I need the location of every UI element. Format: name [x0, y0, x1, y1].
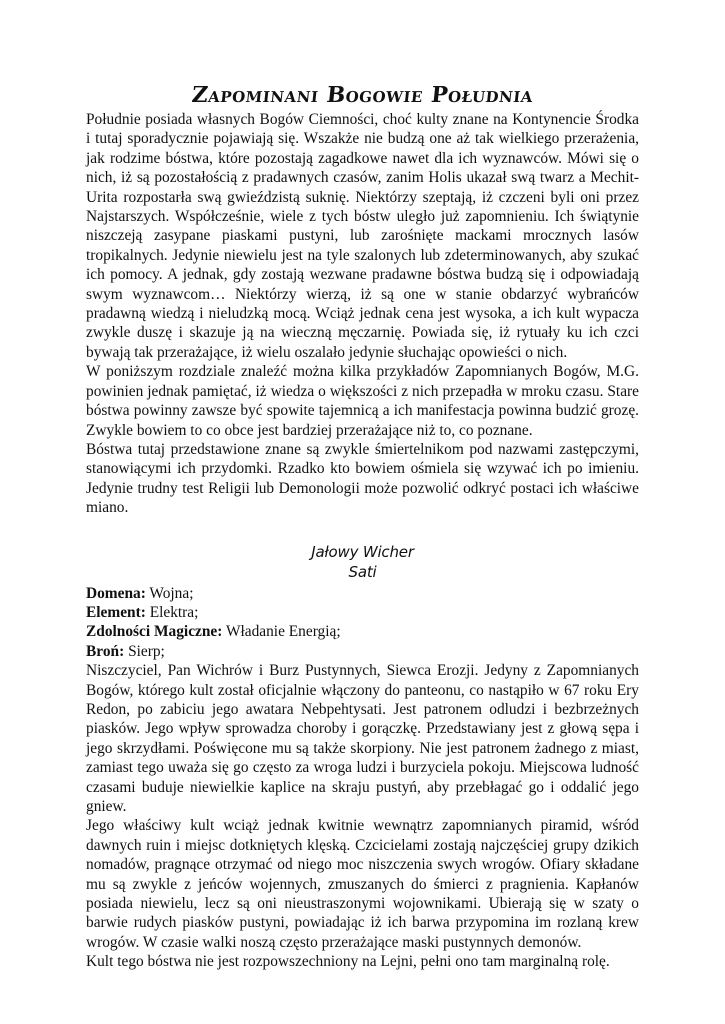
attribute-label: Broń:	[86, 642, 125, 660]
deity-epithet: Jałowy Wicher	[311, 542, 414, 561]
attribute-value: Elektra;	[149, 603, 199, 621]
deity-paragraph-1: Niszczyciel, Pan Wichrów i Burz Pustynnych, Siewca Erozji. Jedyny z Zapomnianych Bogów, którego kult został oficjalnie włączony do panteonu, co nastąpiło w 67 roku Ery Redon, po zabiciu jego awatara Nebpehtysati. Jest patronem odludzi i bezbrzeżnych piasków. Jego wpływ sprowadza choroby i gorączkę. Przedstawiany jest z głową sępa i jego skrzydłami. Poświęcone mu są także skorpiony. Nie jest patronem żadnego z miast, zamiast tego uważa się go często za wroga ludzi i burzyciela pokoju. Miejscowa ludność czasami buduje niewielkie kaplice na skraju pustyń, aby przebłagać go i oddalić jego gniew.	[86, 662, 639, 815]
intro-paragraph-1: Południe posiada własnych Bogów Ciemności, choć kulty znane na Kontynencie Środka i tutaj sporadycznie pojawiają się. Wszakże nie budzą one aż tak wielkiego przerażenia, jak rodzime bóstwa, które pozostają zagadkowe nawet dla ich wyznawców. Mówi się o nich, iż są pozostałością z pradawnych czasów, zanim Holis ukazał swą twarz a Mechit-Urita rozpostarła swą gwieździstą suknię. Niektórzy szeptają, iż czczeni byli oni przez Najstarszych. Współcześnie, wiele z tych bóstw uległo już zapomnieniu. Ich świątynie niszczeją zasypane piaskami pustyni, lub zarośnięte mackami mrocznych lasów tropikalnych. Jedynie niewielu jest na tyle szalonych lub zdeterminowanych, aby szukać ich pomocy. A jednak, gdy zostają wezwane pradawne bóstwa budzą się i odpowiadają swym wyznawcom… Niektórzy wierzą, iż są one w stanie obdarzyć wybrańców pradawną wiedzą i nieludzką mocą. Wciąż jednak cena jest wysoka, a ich kult wypacza zwykle duszę i skazuje ją na wieczną męczarnię. Powiada się, iż rytuały ku ich czci bywają tak przerażające, iż wielu oszalało jedynie słuchając opowieści o nich.	[86, 111, 639, 361]
attribute-element	[86, 603, 639, 622]
attribute-label: Domena:	[86, 584, 146, 602]
attribute-domain	[86, 584, 639, 603]
intro-paragraph-2: W poniższym rozdziale znaleźć można kilka przykładów Zapomnianych Bogów, M.G. powinien jednak pamiętać, iż wiedza o większości z nich przepadła w mroku czasu. Stare bóstwa powinny zawsze być spowite tajemnicą a ich manifestacja powinna budzić grozę. Zwykle bowiem to co obce jest bardziej przerażające niż to, co poznane.	[86, 363, 639, 439]
attribute-value: Sierp;	[128, 642, 165, 660]
attribute-weapon	[86, 642, 639, 661]
attribute-value: Wojna;	[149, 584, 194, 602]
deity-name: Sati	[348, 562, 377, 581]
intro-paragraph-3: Bóstwa tutaj przedstawione znane są zwykle śmiertelnikom pod nazwami zastępczymi, stanowiącymi ich przydomki. Rzadko kto bowiem ośmiela się wzywać ich po imieniu. Jedynie trudny test Religii lub Demonologii może pozwolić odkryć postaci ich właściwe miano.	[86, 440, 639, 517]
attribute-label: Element:	[86, 603, 146, 621]
deity-paragraph-2: Jego właściwy kult wciąż jednak kwitnie wewnątrz zapomnianych piramid, wśród dawnych ruin i miejsc dotkniętych klęską. Czcicielami zostają najczęściej grupy dzikich nomadów, pragnące otrzymać od niego moc niszczenia swych wrogów. Ofiary składane mu są zwykle z jeńców wojennych, zmuszanych do śmierci z pragnienia. Kapłanów posiada niewielu, lecz są oni nieustraszonymi wojownikami. Ubierają się w szaty o barwie rudych piasków pustyni, powiadając iż ich barwa przypomina im rozlaną krew wrogów. W czasie walki noszą często przerażające maski pustynnych demonów.	[86, 817, 639, 951]
page-title: Zapominani Bogowie Południa	[190, 82, 535, 108]
deity-paragraph-3: Kult tego bóstwa nie jest rozpowszechniony na Lejni, pełni ono tam marginalną rolę.	[86, 953, 610, 971]
document-page	[86, 82, 639, 972]
section-spacer	[86, 518, 639, 542]
attribute-magic	[86, 622, 639, 641]
attribute-value: Władanie Energią;	[225, 623, 341, 641]
attribute-label: Zdolności Magiczne:	[86, 623, 223, 641]
